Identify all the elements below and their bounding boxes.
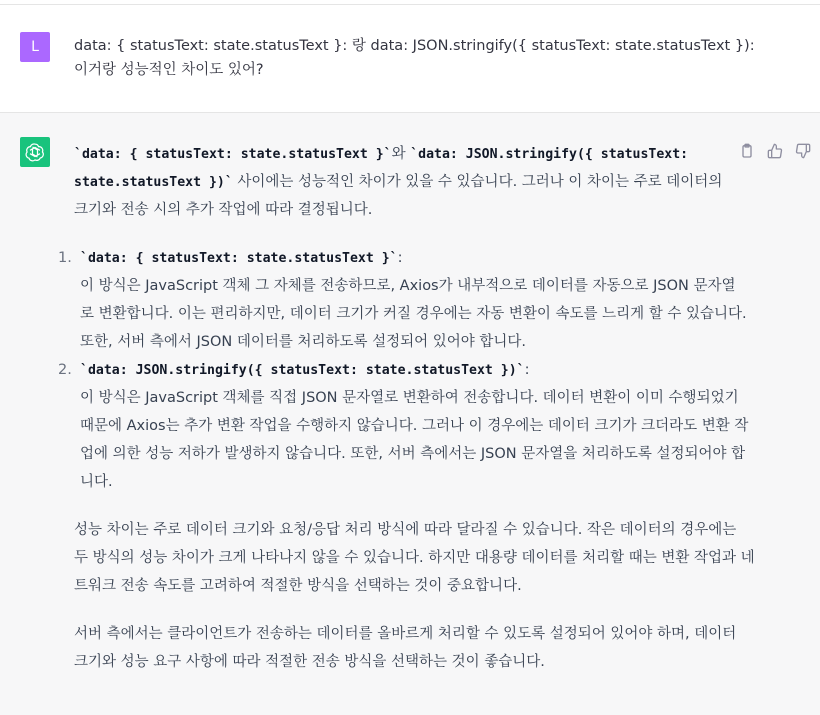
inline-code: `data: JSON.stringify({ statusText: state.statusText })` — [80, 363, 525, 378]
user-message-text — [74, 34, 774, 82]
spacer — [74, 496, 724, 516]
inline-code: `data: { statusText: state.statusText }` — [80, 251, 398, 266]
paragraph-line: 성능 차이는 주로 데이터 크기와 요청/응답 처리 방식에 따라 달라질 수 있습니다. 작은 데이터의 경우에는 — [74, 522, 737, 538]
intro-line: 크기와 전송 시의 추가 작업에 따라 결정됩니다. — [74, 202, 373, 218]
list-item — [58, 244, 747, 356]
inline-code: state.statusText })` — [74, 175, 233, 190]
message-actions — [737, 141, 813, 161]
clipboard-icon[interactable] — [737, 141, 757, 161]
user-message-line: data: { statusText: state.statusText }: 랑 data: JSON.stringify({ statusText: state.statusText }): — [74, 38, 755, 54]
assistant-message-content — [58, 140, 755, 676]
list-item-line: 또한, 서버 측에서 JSON 데이터를 처리하도록 설정되어 있어야 합니다. — [80, 334, 527, 350]
thumbs-up-icon[interactable] — [765, 141, 785, 161]
intro-line — [74, 168, 724, 196]
list-number: 1. — [58, 250, 72, 266]
paragraph-line: 크기와 성능 요구 사항에 따라 적절한 전송 방식을 선택하는 것이 좋습니다. — [74, 654, 545, 670]
inline-code: `data: { statusText: state.statusText }` — [74, 147, 392, 162]
spacer — [74, 600, 724, 620]
list-item-line: 이 방식은 JavaScript 객체를 직접 JSON 문자열로 변환하여 전송합니다. 데이터 변환이 이미 수행되었기 — [80, 390, 739, 406]
paragraph — [74, 620, 737, 676]
paragraph-line: 서버 측에서는 클라이언트가 전송하는 데이터를 올바르게 처리할 수 있도록 설정되어 있어야 하며, 데이터 — [74, 626, 737, 642]
list-item-line: 때문에 Axios는 추가 변환 작업을 수행하지 않습니다. 그러나 이 경우에는 데이터 크기가 크더라도 변환 작 — [80, 418, 749, 434]
paragraph — [74, 516, 755, 600]
list-item-header — [58, 244, 724, 272]
list-item-line: 니다. — [80, 474, 113, 490]
user-avatar — [20, 32, 50, 62]
paragraph-line: 두 방식의 성능 차이가 크게 나타나지 않을 수 있습니다. 하지만 대용량 데이터를 처리할 때는 변환 작업과 네 — [74, 550, 755, 566]
inline-code: `data: JSON.stringify({ statusText: — [410, 147, 689, 162]
list-number: 2. — [58, 362, 72, 378]
intro-text: 와 — [391, 146, 411, 162]
user-message-line: 이거랑 성능적인 차이도 있어? — [74, 62, 264, 78]
user-message — [0, 5, 820, 113]
intro-text: 사이에는 성능적인 차이가 있을 수 있습니다. 그러나 이 차이는 주로 데이터의 — [232, 174, 723, 190]
paragraph-line: 트워크 전송 속도를 고려하여 적절한 방식을 선택하는 것이 중요합니다. — [74, 578, 522, 594]
openai-logo-icon — [20, 137, 50, 167]
list-suffix: : — [397, 250, 403, 266]
list-suffix: : — [524, 362, 530, 378]
assistant-message — [0, 113, 820, 715]
spacer — [74, 224, 724, 244]
list-item-line: 이 방식은 JavaScript 객체 그 자체를 전송하므로, Axios가 내부적으로 데이터를 자동으로 JSON 문자열 — [80, 278, 736, 294]
list-item-line: 로 변환합니다. 이는 편리하지만, 데이터 크기가 커질 경우에는 자동 변환이 속도를 느리게 할 수 있습니다. — [80, 306, 747, 322]
list-item — [58, 356, 749, 496]
thumbs-down-icon[interactable] — [793, 141, 813, 161]
list-item-line: 업에 의한 성능 저하가 발생하지 않습니다. 또한, 서버 측에서는 JSON 문자열을 처리하도록 설정되어야 합 — [80, 446, 746, 462]
intro-line — [74, 140, 724, 168]
list-item-header — [58, 356, 724, 384]
user-avatar-letter: L — [31, 39, 39, 55]
